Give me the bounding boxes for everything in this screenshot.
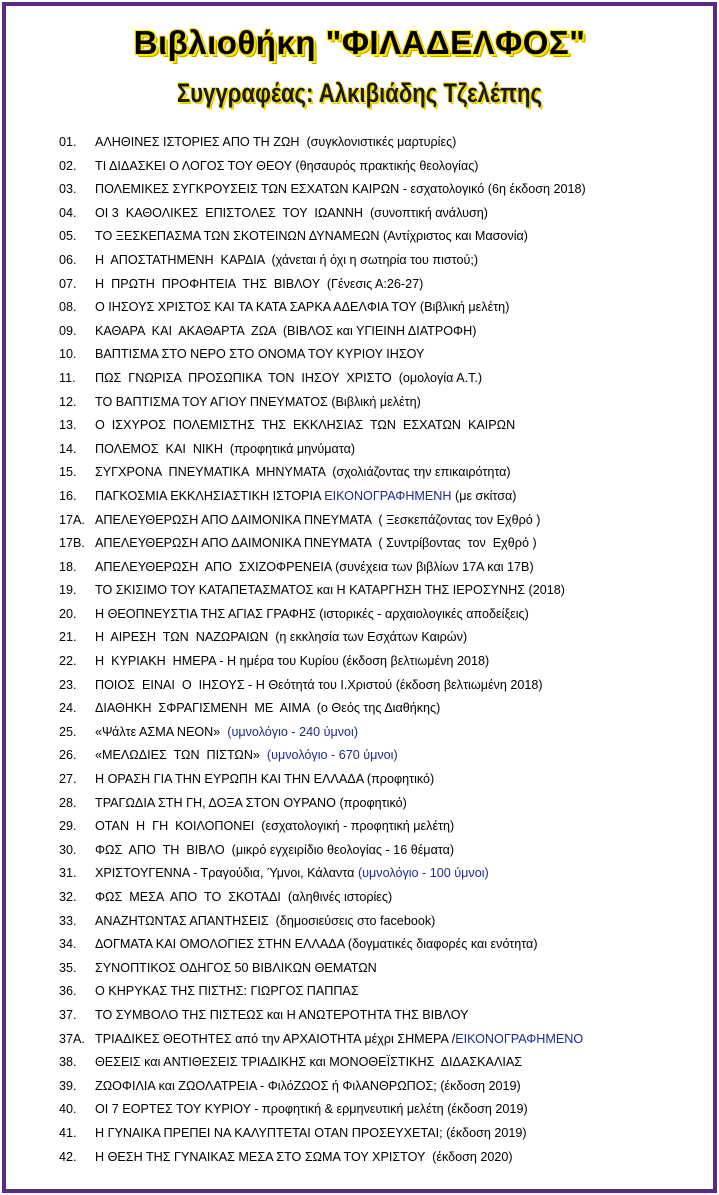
item-number: 36.	[59, 984, 77, 999]
item-text: Η ΠΡΩΤΗ ΠΡΟΦΗΤΕΙΑ ΤΗΣ ΒΙΒΛΟΥ (Γένεσις Α:26-27)	[95, 276, 424, 291]
list-item	[59, 414, 715, 438]
item-title	[95, 438, 355, 462]
item-title	[95, 886, 392, 910]
item-text: Ο ΙΗΣΟΥΣ ΧΡΙΣΤΟΣ ΚΑΙ ΤΑ ΚΑΤΑ ΣΑΡΚΑ ΑΔΕΛΦΙΑ ΤΟΥ (Βιβλική μελέτη)	[95, 300, 510, 315]
item-number: 28.	[59, 795, 77, 810]
item-title	[95, 320, 476, 344]
list-item	[59, 1004, 715, 1028]
item-title	[95, 1098, 528, 1122]
item-highlight: (υμνολόγιο - 100 ύμνοι)	[357, 866, 489, 881]
item-number: 41.	[59, 1125, 77, 1140]
author-subtitle: Συγγραφέας: Αλκιβιάδης Τζελέπης	[177, 78, 542, 108]
item-text: ΣΥΝΟΠΤΙΚΟΣ ΟΔΗΓΟΣ 50 ΒΙΒΛΙΚΩΝ ΘΕΜΑΤΩΝ	[95, 960, 377, 975]
item-text: ΑΝΑΖΗΤΩΝΤΑΣ ΑΠΑΝΤΗΣΕΙΣ (δημοσιεύσεις στο facebook)	[95, 913, 436, 928]
book-list	[59, 131, 715, 1169]
item-title	[95, 1004, 469, 1028]
list-item	[59, 367, 715, 391]
item-number: 19.	[59, 583, 77, 598]
item-number: 40.	[59, 1102, 77, 1117]
item-title	[95, 343, 424, 367]
item-title	[95, 249, 478, 273]
item-number: 21.	[59, 630, 77, 645]
item-number: 34.	[59, 937, 77, 952]
item-text: ΤΟ ΣΚΙΣΙΜΟ ΤΟΥ ΚΑΤΑΠΕΤΑΣΜΑΤΟΣ και Η ΚΑΤΑΡΓΗΣΗ ΤΗΣ ΙΕΡΟΣΥΝΗΣ (2018)	[95, 583, 565, 598]
item-number: 04.	[59, 205, 77, 220]
item-text: Η ΘΕΟΠΝΕΥΣΤΙΑ ΤΗΣ ΑΓΙΑΣ ΓΡΑΦΗΣ (ιστορικές - αρχαιολογικές αποδείξεις)	[95, 606, 529, 621]
item-text: ΦΩΣ ΜΕΣΑ ΑΠΟ ΤΟ ΣΚΟΤΑΔΙ (αληθινές ιστορίες)	[95, 890, 393, 904]
list-item	[59, 1122, 715, 1146]
item-text: ΠΟΙΟΣ ΕΙΝΑΙ Ο ΙΗΣΟΥΣ - Η Θεότητά του Ι.Χριστού (έκδοση βελτιωμένη 2018)	[95, 677, 543, 692]
item-number: 17Β.	[59, 536, 85, 551]
list-item	[59, 626, 715, 650]
item-number: 08.	[59, 300, 77, 315]
item-title	[95, 1051, 522, 1075]
item-title	[95, 792, 407, 816]
item-text: ΤΡΙΑΔΙΚΕΣ ΘΕΟΤΗΤΕΣ από την ΑΡΧΑΙΟΤΗΤΑ μέχρι ΣΗΜΕΡΑ /	[95, 1031, 456, 1046]
list-item	[59, 721, 715, 745]
item-title	[95, 674, 543, 698]
item-highlight: (υμνολόγιο - 240 ύμνοι)	[227, 724, 359, 739]
list-item	[59, 343, 715, 367]
item-number: 12.	[59, 394, 77, 409]
item-number: 32.	[59, 890, 77, 904]
item-highlight: ΕΙΚΟΝΟΓΡΑΦΗΜΕΝΗ	[324, 488, 452, 503]
item-number: 17Α.	[59, 512, 85, 527]
item-title	[95, 579, 565, 603]
list-item	[59, 225, 715, 249]
item-text: Η ΑΙΡΕΣΗ ΤΩΝ ΝΑΖΩΡΑΙΩΝ (η εκκλησία των Εσχάτων Καιρών)	[95, 630, 468, 645]
list-item	[59, 886, 715, 910]
item-number: 07.	[59, 276, 77, 291]
list-item	[59, 438, 715, 462]
item-title	[95, 273, 423, 297]
item-number: 22.	[59, 654, 77, 669]
item-title	[95, 155, 479, 179]
list-item	[59, 178, 715, 202]
item-number: 29.	[59, 819, 77, 834]
item-text: «Ψάλτε ΑΣΜΑ ΝΕΟΝ»	[95, 724, 228, 739]
item-title	[95, 910, 435, 934]
list-item	[59, 1051, 715, 1075]
item-number: 20.	[59, 606, 77, 621]
item-text: ΑΛΗΘΙΝΕΣ ΙΣΤΟΡΙΕΣ ΑΠΟ ΤΗ ΖΩΗ (συγκλονιστικές μαρτυρίες)	[95, 135, 457, 149]
item-text: ΟΙ 3 ΚΑΘΟΛΙΚΕΣ ΕΠΙΣΤΟΛΕΣ ΤΟΥ ΙΩΑΝΝΗ (συνοπτική ανάλυση)	[95, 205, 488, 220]
item-number: 30.	[59, 842, 77, 857]
list-item	[59, 792, 715, 816]
item-title	[95, 862, 489, 886]
list-item	[59, 1146, 715, 1170]
item-number: 26.	[59, 748, 77, 763]
item-title	[95, 414, 515, 438]
item-text: ΑΠΕΛΕΥΘΕΡΩΣΗ ΑΠΟ ΔΑΙΜΟΝΙΚΑ ΠΝΕΥΜΑΤΑ ( Συντρίβοντας τον Εχθρό )	[95, 536, 537, 551]
item-number: 35.	[59, 960, 77, 975]
item-title	[95, 532, 537, 556]
item-number: 11.	[59, 370, 76, 385]
item-text: ΚΑΘΑΡΑ ΚΑΙ ΑΚΑΘΑΡΤΑ ΖΩΑ (ΒΙΒΛΟΣ και ΥΓΙΕΙΝΗ ΔΙΑΤΡΟΦΗ)	[95, 323, 477, 338]
item-title	[95, 1122, 527, 1146]
item-text: Η ΓΥΝΑΙΚΑ ΠΡΕΠΕΙ ΝΑ ΚΑΛΥΠΤΕΤΑΙ ΟΤΑΝ ΠΡΟΣΕΥΧΕΤΑΙ; (έκδοση 2019)	[95, 1125, 527, 1140]
item-text: ΤΙ ΔΙΔΑΣΚΕΙ Ο ΛΟΓΟΣ ΤΟΥ ΘΕΟΥ (θησαυρός πρακτικής θεολογίας)	[95, 158, 479, 173]
item-text: ΑΠΕΛΕΥΘΕΡΩΣΗ ΑΠΟ ΣΧΙΖΟΦΡΕΝΕΙΑ (συνέχεια των βιβλίων 17Α και 17Β)	[95, 559, 534, 574]
item-text: Η ΟΡΑΣΗ ΓΙΑ ΤΗΝ ΕΥΡΩΠΗ ΚΑΙ ΤΗΝ ΕΛΛΑΔΑ (προφητικό)	[95, 772, 435, 787]
list-item	[59, 957, 715, 981]
item-text: Ο ΚΗΡΥΚΑΣ ΤΗΣ ΠΙΣΤΗΣ: ΓΙΩΡΓΟΣ ΠΑΠΠΑΣ	[95, 984, 359, 999]
item-text: ΣΥΓΧΡΟΝΑ ΠΝΕΥΜΑΤΙΚΑ ΜΗΝΥΜΑΤΑ (σχολιάζοντας την επικαιρότητα)	[95, 465, 511, 480]
item-text: Ο ΙΣΧΥΡΟΣ ΠΟΛΕΜΙΣΤΗΣ ΤΗΣ ΕΚΚΛΗΣΙΑΣ ΤΩΝ ΕΣΧΑΤΩΝ ΚΑΙΡΩΝ	[95, 418, 516, 433]
list-item	[59, 320, 715, 344]
item-text: ΟΤΑΝ Η ΓΗ ΚΟΙΛΟΠΟΝΕΙ (εσχατολογική - προφητική μελέτη)	[95, 819, 455, 834]
item-title	[95, 839, 454, 863]
list-item	[59, 273, 715, 297]
item-title	[95, 744, 398, 768]
list-item	[59, 202, 715, 226]
item-title	[95, 461, 511, 485]
item-text: ΤΡΑΓΩΔΙΑ ΣΤΗ ΓΗ, ΔΟΞΑ ΣΤΟΝ ΟΥΡΑΝΟ (προφητικό)	[95, 795, 407, 810]
list-item	[59, 980, 715, 1004]
item-text: ΠΟΛΕΜΟΣ ΚΑΙ ΝΙΚΗ (προφητικά μηνύματα)	[95, 441, 356, 456]
item-title	[95, 697, 440, 721]
list-item	[59, 910, 715, 934]
item-number: 23.	[59, 677, 77, 692]
item-title	[95, 650, 489, 674]
item-number: 02.	[59, 158, 77, 173]
item-text: ΠΟΛΕΜΙΚΕΣ ΣΥΓΚΡΟΥΣΕΙΣ ΤΩΝ ΕΣΧΑΤΩΝ ΚΑΙΡΩΝ - εσχατολογικό (6η έκδοση 2018)	[95, 182, 586, 197]
item-title	[95, 556, 534, 580]
list-item	[59, 1098, 715, 1122]
item-text: Η ΘΕΣΗ ΤΗΣ ΓΥΝΑΙΚΑΣ ΜΕΣΑ ΣΤΟ ΣΩΜΑ ΤΟΥ ΧΡΙΣΤΟΥ (έκδοση 2020)	[95, 1149, 513, 1164]
item-title	[95, 202, 488, 226]
item-text: ΒΑΠΤΙΣΜΑ ΣΤΟ ΝΕΡΟ ΣΤΟ ΟΝΟΜΑ ΤΟΥ ΚΥΡΙΟΥ ΙΗΣΟΥ	[95, 347, 425, 362]
list-item	[59, 249, 715, 273]
page-title: Βιβλιοθήκη "ΦΙΛΑΔΕΛΦΟΣ"	[133, 24, 586, 61]
item-title	[95, 367, 482, 391]
item-title	[95, 768, 434, 792]
item-tail: (με σκίτσα)	[451, 488, 517, 503]
item-text: ΧΡΙΣΤΟΥΓΕΝΝΑ - Τραγούδια, Ύμνοι, Κάλαντα	[95, 866, 358, 881]
list-item	[59, 155, 715, 179]
list-item	[59, 556, 715, 580]
item-text: ΔΟΓΜΑΤΑ ΚΑΙ ΟΜΟΛΟΓΙΕΣ ΣΤΗΝ ΕΛΛΑΔΑ (δογματικές διαφορές και ενότητα)	[95, 937, 538, 952]
item-title	[95, 815, 454, 839]
list-item	[59, 391, 715, 415]
item-text: ΦΩΣ ΑΠΟ ΤΗ ΒΙΒΛΟ (μικρό εγχειρίδιο θεολογίας - 16 θέματα)	[95, 842, 455, 857]
list-item	[59, 461, 715, 485]
item-title	[95, 1146, 513, 1170]
list-item	[59, 768, 715, 792]
item-number: 24.	[59, 701, 77, 716]
item-number: 09.	[59, 323, 77, 338]
item-text: ΑΠΕΛΕΥΘΕΡΩΣΗ ΑΠΟ ΔΑΙΜΟΝΙΚΑ ΠΝΕΥΜΑΤΑ ( Ξεσκεπάζοντας τον Εχθρό )	[95, 512, 541, 527]
list-item	[59, 509, 715, 533]
list-item	[59, 1028, 715, 1052]
item-number: 31.	[59, 866, 77, 881]
list-item	[59, 485, 715, 509]
list-item	[59, 933, 715, 957]
item-number: 25.	[59, 724, 77, 739]
list-item	[59, 131, 715, 155]
item-number: 06.	[59, 252, 77, 267]
item-number: 39.	[59, 1078, 77, 1093]
item-title	[95, 603, 529, 627]
item-number: 01.	[59, 135, 77, 149]
item-title	[95, 933, 538, 957]
item-text: ΤΟ ΒΑΠΤΙΣΜΑ ΤΟΥ ΑΓΙΟΥ ΠΝΕΥΜΑΤΟΣ (Βιβλική μελέτη)	[95, 394, 421, 409]
item-number: 38.	[59, 1055, 77, 1070]
item-title	[95, 957, 377, 981]
list-item	[59, 1075, 715, 1099]
item-title	[95, 1028, 583, 1052]
item-number: 03.	[59, 182, 77, 197]
item-number: 18.	[59, 559, 77, 574]
item-text: ΠΩΣ ΓΝΩΡΙΣΑ ΠΡΟΣΩΠΙΚΑ ΤΟΝ ΙΗΣΟΥ ΧΡΙΣΤΟ (ομολογία Α.Τ.)	[95, 370, 483, 385]
list-item	[59, 650, 715, 674]
list-item	[59, 603, 715, 627]
item-title	[95, 296, 509, 320]
item-title	[95, 225, 528, 249]
item-number: 42.	[59, 1149, 77, 1164]
item-title	[95, 131, 456, 155]
item-number: 37Α.	[59, 1031, 85, 1046]
item-number: 10.	[59, 347, 77, 362]
item-highlight: (υμνολόγιο - 670 ύμνοι)	[266, 748, 398, 763]
list-item	[59, 296, 715, 320]
page-frame	[2, 2, 717, 1193]
list-item	[59, 579, 715, 603]
list-item	[59, 532, 715, 556]
item-title	[95, 178, 586, 202]
item-title	[95, 626, 467, 650]
item-number: 14.	[59, 441, 77, 456]
item-number: 15.	[59, 465, 77, 480]
item-number: 16.	[59, 488, 77, 503]
item-text: ΠΑΓΚΟΣΜΙΑ ΕΚΚΛΗΣΙΑΣΤΙΚΗ ΙΣΤΟΡΙΑ	[95, 488, 325, 503]
item-number: 05.	[59, 229, 77, 244]
item-title	[95, 980, 359, 1004]
item-title	[95, 1075, 521, 1099]
item-number: 13.	[59, 418, 77, 433]
item-text: ΤΟ ΞΕΣΚΕΠΑΣΜΑ ΤΩΝ ΣΚΟΤΕΙΝΩΝ ΔΥΝΑΜΕΩΝ (Αντίχριστος και Μασονία)	[95, 229, 529, 244]
item-text: ΔΙΑΘΗΚΗ ΣΦΡΑΓΙΣΜΕΝΗ ΜΕ ΑΙΜΑ (ο Θεός της Διαθήκης)	[95, 701, 441, 716]
item-text: ΖΩΟΦΙΛΙΑ και ΖΩΟΛΑΤΡΕΙΑ - ΦιλόΖΩΟΣ ή ΦιλΑΝΘΡΩΠΟΣ; (έκδοση 2019)	[95, 1078, 521, 1093]
item-number: 27.	[59, 772, 77, 787]
item-text: ΤΟ ΣΥΜΒΟΛΟ ΤΗΣ ΠΙΣΤΕΩΣ και Η ΑΝΩΤΕΡΟΤΗΤΑ ΤΗΣ ΒΙΒΛΟΥ	[95, 1007, 469, 1022]
item-number: 37.	[59, 1007, 77, 1022]
list-item	[59, 744, 715, 768]
item-title	[95, 391, 421, 415]
item-number: 33.	[59, 913, 77, 928]
item-text: Η ΑΠΟΣΤΑΤΗΜΕΝΗ ΚΑΡΔΙΑ (χάνεται ή όχι η σωτηρία του πιστού;)	[95, 252, 479, 267]
item-title	[95, 509, 540, 533]
item-highlight: ΕΙΚΟΝΟΓΡΑΦΗΜΕΝΟ	[455, 1031, 584, 1046]
list-item	[59, 815, 715, 839]
item-title	[95, 485, 516, 509]
item-title	[95, 721, 358, 745]
list-item	[59, 674, 715, 698]
list-item	[59, 862, 715, 886]
list-item	[59, 839, 715, 863]
list-item	[59, 697, 715, 721]
item-text: ΟΙ 7 ΕΟΡΤΕΣ ΤΟΥ ΚΥΡΙΟΥ - προφητική & ερμηνευτική μελέτη (έκδοση 2019)	[95, 1102, 528, 1117]
item-text: ΘΕΣΕΙΣ και ΑΝΤΙΘΕΣΕΙΣ ΤΡΙΑΔΙΚΗΣ και ΜΟΝΟΘΕΪΣΤΙΚΗΣ ΔΙΔΑΣΚΑΛΙΑΣ	[95, 1055, 523, 1070]
item-text: Η ΚΥΡΙΑΚΗ ΗΜΕΡΑ - Η ημέρα του Κυρίου (έκδοση βελτιωμένη 2018)	[95, 654, 490, 669]
item-text: «ΜΕΛΩΔΙΕΣ ΤΩΝ ΠΙΣΤΩΝ»	[95, 748, 267, 763]
